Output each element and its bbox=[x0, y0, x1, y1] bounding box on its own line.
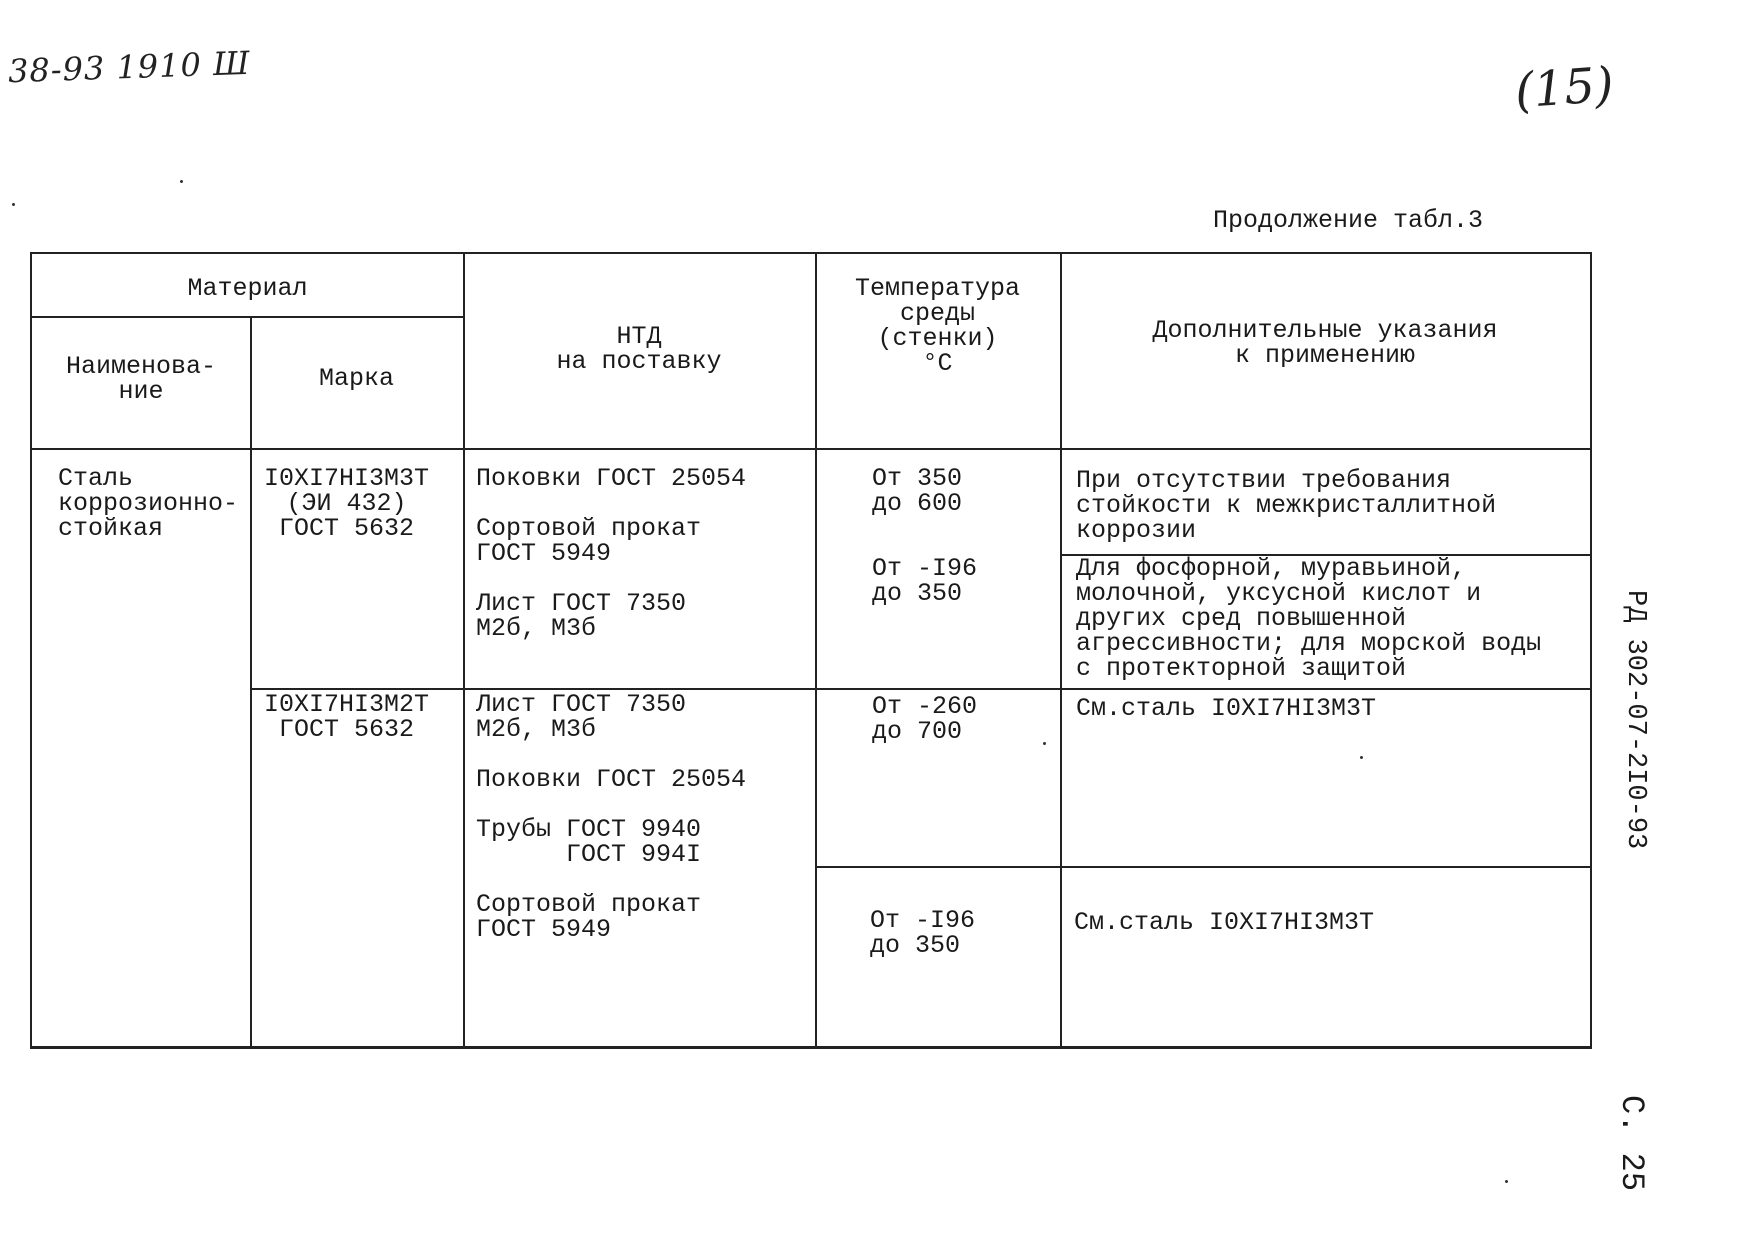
handwritten-note-top-left: 38-93 1910 Ш bbox=[7, 43, 252, 91]
note-cell: См.сталь I0XI7HI3M3T bbox=[1074, 908, 1375, 937]
temperature-cell: От -I96 до 350 bbox=[872, 554, 978, 608]
temperature-cell: От -260 до 700 bbox=[872, 692, 978, 746]
ntd-cell: Поковки ГОСТ 25054 Сортовой прокат ГОСТ 5949 Лист ГОСТ 7350 М2б, М3б bbox=[476, 464, 747, 643]
note-cell: При отсутствии требования стойкости к межкристаллитной коррозии bbox=[1076, 466, 1497, 545]
scan-speck bbox=[180, 180, 183, 183]
header-ntd: НТД на поставку bbox=[556, 322, 722, 376]
ntd-cell: Лист ГОСТ 7350 М2б, М3б Поковки ГОСТ 25054 Трубы ГОСТ 9940 ГОСТ 994I Сортовой прокат ГОСТ 5949 bbox=[476, 690, 747, 944]
scan-speck bbox=[1043, 742, 1046, 745]
row-divider bbox=[815, 866, 1590, 868]
note-cell: См.сталь I0XI7HI3M3T bbox=[1076, 694, 1377, 723]
header-material: Материал bbox=[187, 274, 308, 303]
steel-mark-cell: I0XI7HI3M3T (ЭИ 432) ГОСТ 5632 bbox=[264, 464, 430, 543]
table-continuation-label: Продолжение табл.3 bbox=[1213, 206, 1484, 235]
note-cell: Для фосфорной, муравьиной, молочной, уксусной кислот и других сред повышенной агрессивности; для морской воды с протекторной защитой bbox=[1076, 554, 1542, 683]
header-name: Наименова- ние bbox=[65, 352, 217, 406]
column-divider bbox=[1060, 254, 1062, 1046]
scan-speck bbox=[1360, 756, 1363, 759]
header-temperature: Температура среды (стенки) °С bbox=[854, 274, 1021, 378]
scan-speck bbox=[12, 203, 15, 206]
header-divider bbox=[32, 448, 1590, 450]
material-name-cell: Сталь коррозионно- стойкая bbox=[58, 464, 239, 543]
header-notes: Дополнительные указания к применению bbox=[1152, 316, 1498, 370]
column-divider bbox=[250, 316, 252, 1046]
header-mark: Марка bbox=[318, 364, 394, 393]
materials-table bbox=[30, 252, 1592, 1049]
scan-speck bbox=[1505, 1180, 1508, 1183]
row-divider bbox=[250, 688, 1590, 690]
temperature-cell: От -I96 до 350 bbox=[870, 906, 976, 960]
document-code-vertical: РД 302-07-2I0-93 bbox=[1620, 590, 1650, 850]
steel-mark-cell: I0XI7HI3M2T ГОСТ 5632 bbox=[264, 690, 430, 744]
row-divider bbox=[32, 316, 463, 318]
handwritten-page-mark: (15) bbox=[1513, 56, 1616, 120]
page-number-vertical: С. 25 bbox=[1613, 1095, 1650, 1192]
temperature-cell: От 350 до 600 bbox=[872, 464, 963, 518]
